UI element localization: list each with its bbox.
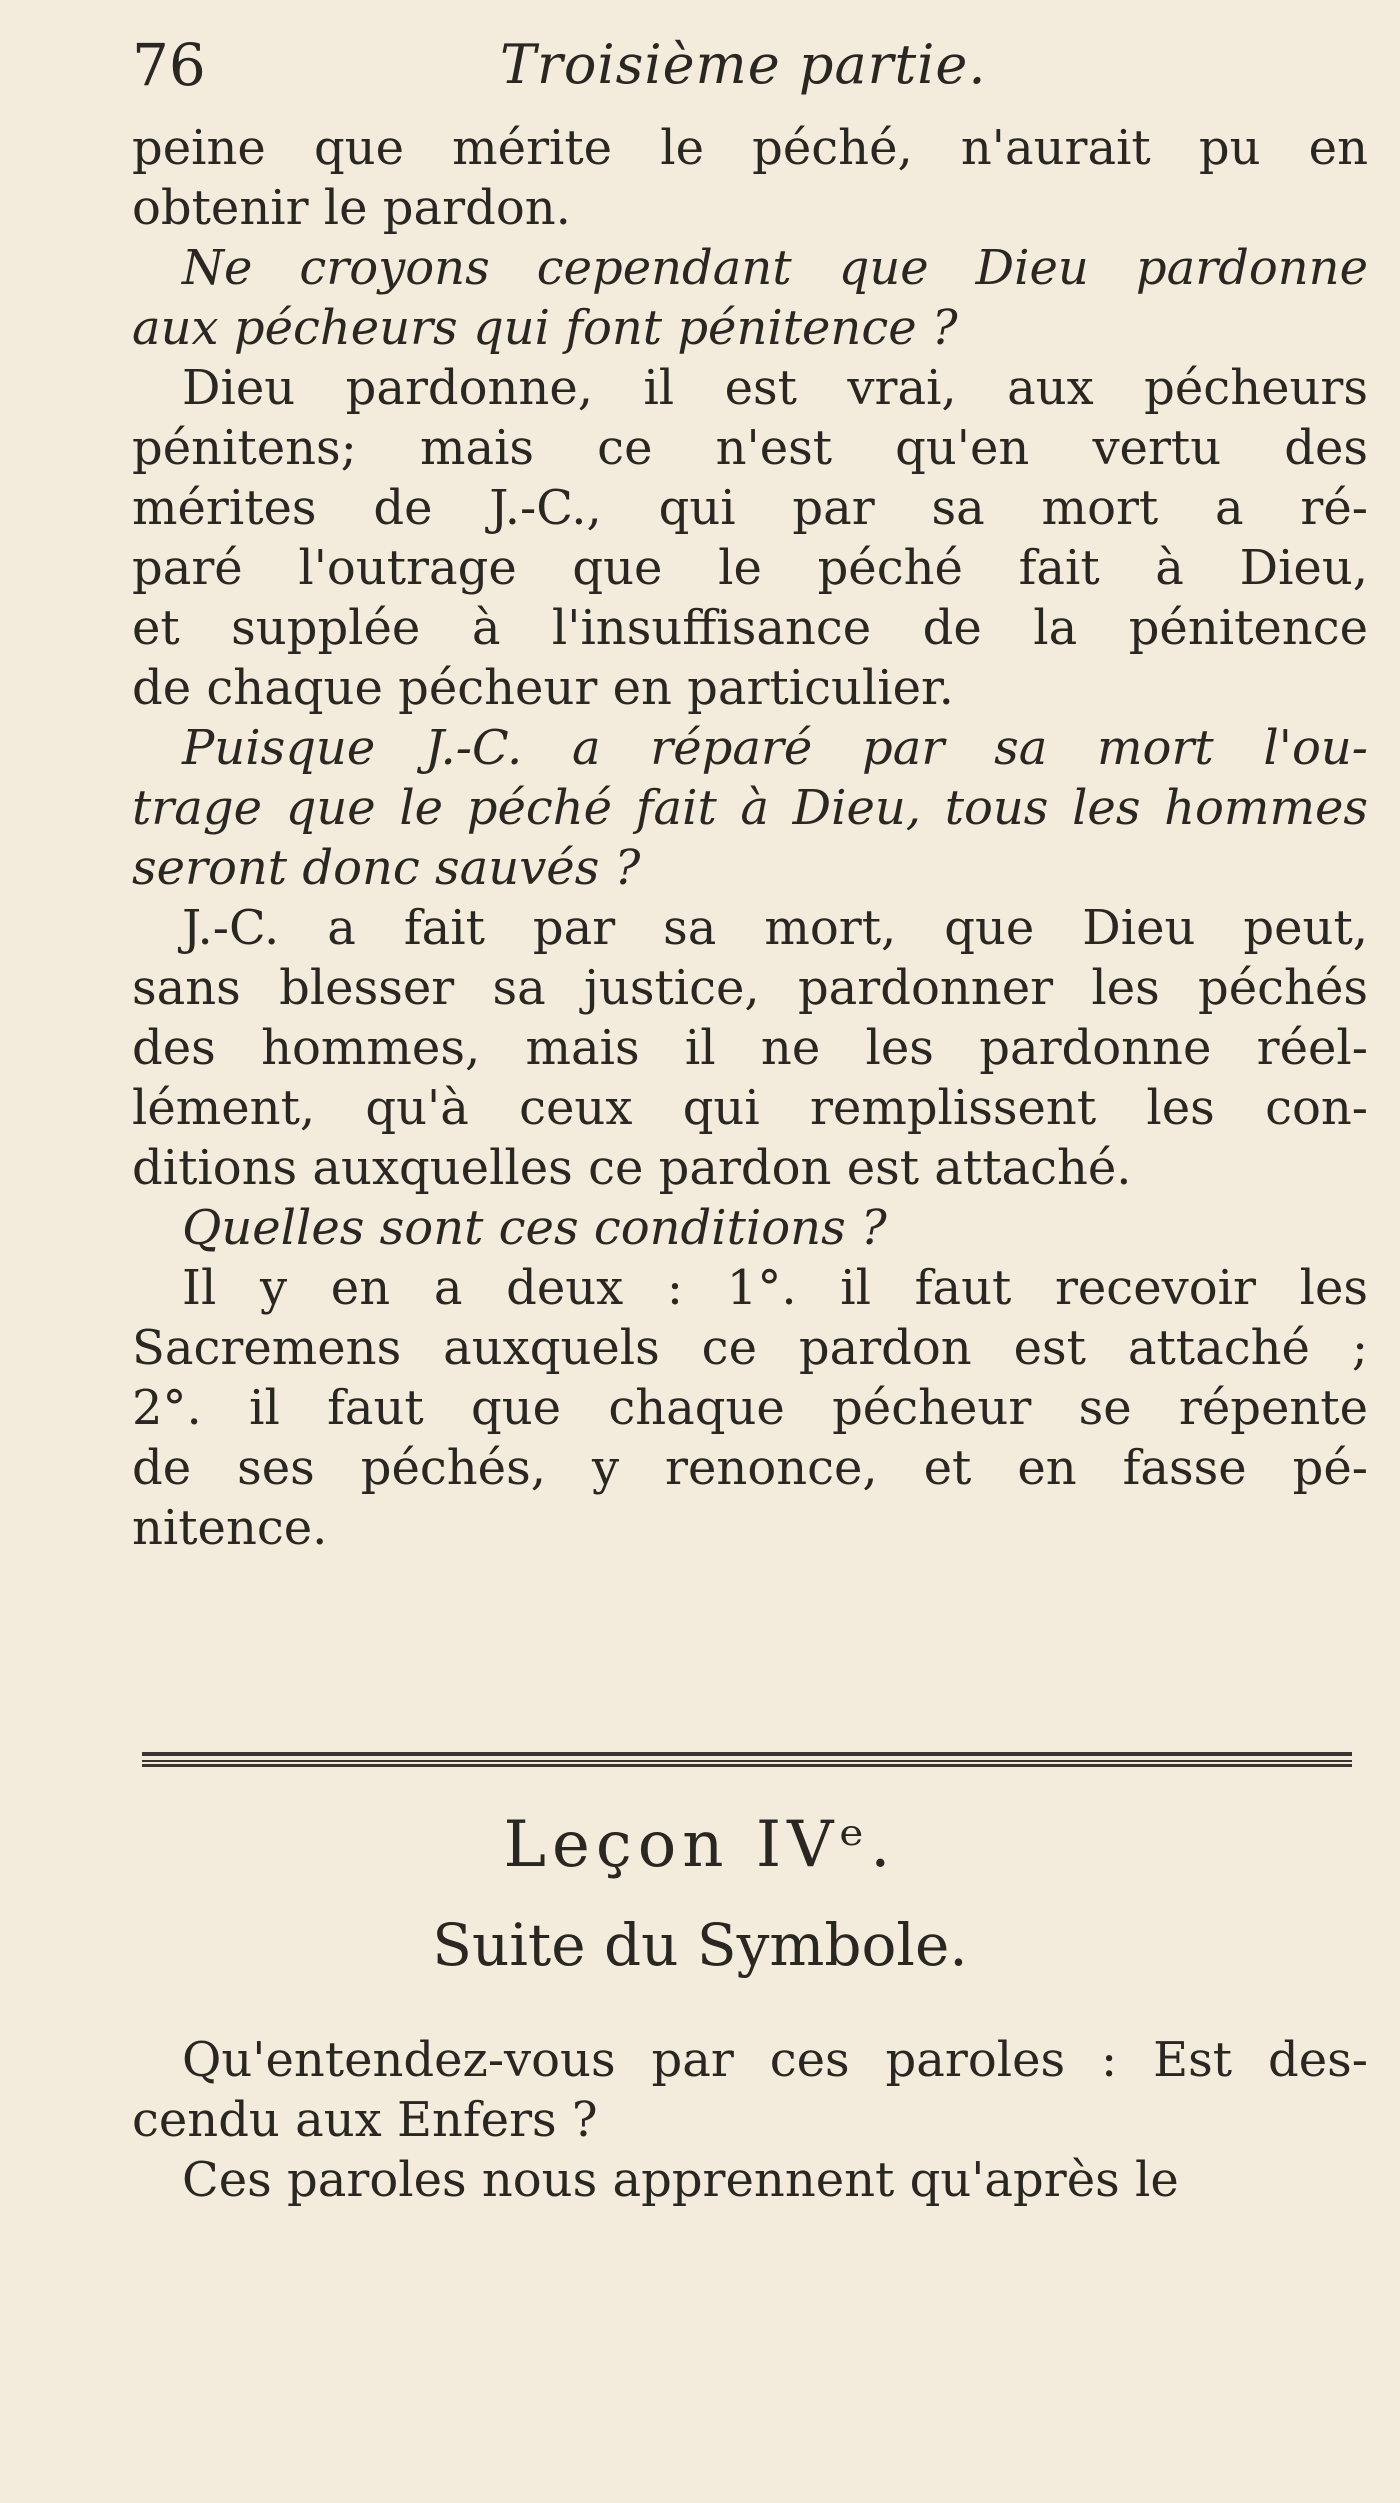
- answer-line: Il y en a deux : 1°. il faut recevoir les: [182, 1260, 1368, 1316]
- running-head: Troisième partie.: [500, 33, 987, 96]
- answer-line: ditions auxquelles ce pardon est attaché.: [132, 1140, 1132, 1196]
- lesson-text: [132, 2030, 1368, 2210]
- question-line: Quelles sont ces conditions ?: [182, 1200, 887, 1256]
- answer-line: J.-C. a fait par sa mort, que Dieu peut,: [182, 900, 1368, 956]
- answer-line: sans blesser sa justice, pardonner les péchés: [132, 960, 1368, 1016]
- answer-line: paré l'outrage que le péché fait à Dieu,: [132, 540, 1368, 596]
- answer-line: de chaque pécheur en particulier.: [132, 660, 954, 716]
- answer-line: des hommes, mais il ne les pardonne réel-: [132, 1020, 1368, 1076]
- question-line: aux pécheurs qui font pénitence ?: [132, 300, 958, 356]
- question-line: trage que le péché fait à Dieu, tous les hommes: [132, 780, 1368, 836]
- lesson-subtitle: Suite du Symbole.: [432, 1911, 968, 1979]
- text-line: obtenir le pardon.: [132, 180, 571, 236]
- answer-line: Ces paroles nous apprennent qu'après le: [182, 2152, 1179, 2208]
- answer-line: 2°. il faut que chaque pécheur se répente: [132, 1380, 1368, 1436]
- question-line: cendu aux Enfers ?: [132, 2092, 598, 2148]
- question-line: seront donc sauvés ?: [132, 840, 641, 896]
- answer-line: pénitens; mais ce n'est qu'en vertu des: [132, 420, 1368, 476]
- answer-line: Dieu pardonne, il est vrai, aux pécheurs: [182, 360, 1368, 416]
- page-number: 76: [132, 31, 206, 99]
- answer-line: Sacremens auxquels ce pardon est attaché ;: [132, 1320, 1368, 1376]
- answer-line: de ses péchés, y renonce, et en fasse pé-: [132, 1440, 1368, 1496]
- answer-line: nitence.: [132, 1500, 328, 1556]
- question-line: Qu'entendez-vous par ces paroles : Est des-: [182, 2032, 1368, 2088]
- lesson-title: Leçon IVᵉ.: [503, 1808, 897, 1882]
- answer-line: lément, qu'à ceux qui remplissent les con-: [132, 1080, 1368, 1136]
- answer-line: mérites de J.-C., qui par sa mort a ré-: [132, 480, 1368, 536]
- question-line: Puisque J.-C. a réparé par sa mort l'ou-: [182, 720, 1368, 776]
- section-divider: [142, 1750, 1352, 1768]
- main-text: [132, 118, 1368, 1558]
- text-line: peine que mérite le péché, n'aurait pu en: [132, 120, 1368, 176]
- answer-line: et supplée à l'insuffisance de la pénitence: [132, 600, 1368, 656]
- page-header: [0, 30, 1400, 100]
- question-line: Ne croyons cependant que Dieu pardonne: [182, 240, 1368, 296]
